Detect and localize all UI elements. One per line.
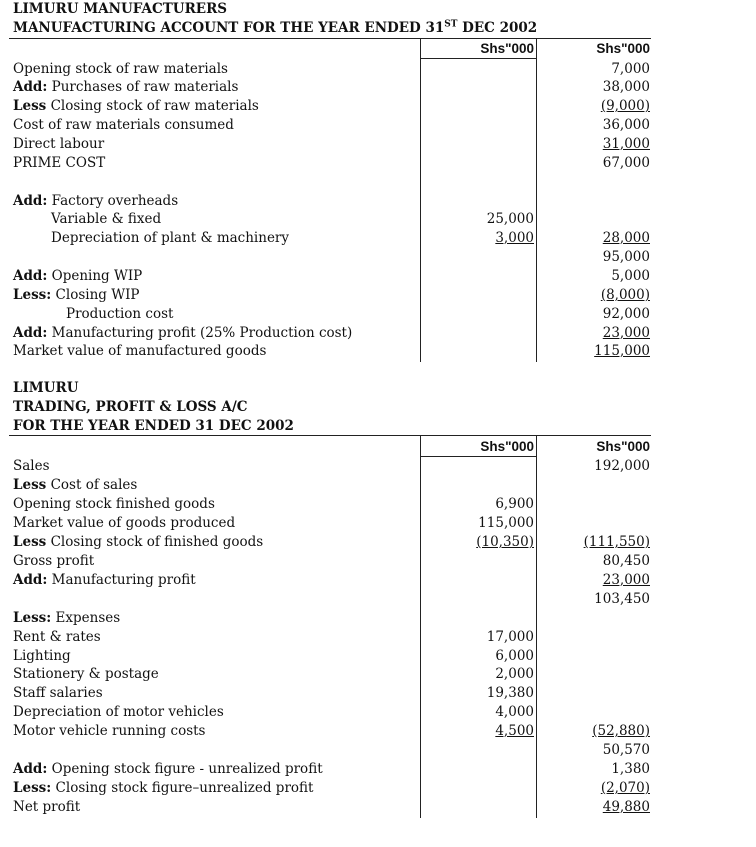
header-rule bbox=[9, 38, 651, 39]
row-label: Staff salaries bbox=[13, 685, 103, 701]
amount-cell: 38,000 bbox=[602, 79, 650, 95]
row-label: Production cost bbox=[66, 306, 174, 322]
amount-cell: 23,000 bbox=[602, 325, 650, 341]
column-divider bbox=[420, 38, 421, 362]
amount-cell: 115,000 bbox=[594, 343, 650, 359]
row-label: Opening stock of raw materials bbox=[13, 61, 228, 77]
amount-cell: 19,380 bbox=[486, 685, 534, 701]
row-label: Direct labour bbox=[13, 136, 105, 152]
row-label: Sales bbox=[13, 458, 50, 474]
amount-cell: 115,000 bbox=[478, 515, 534, 531]
amount-cell: 103,450 bbox=[594, 591, 650, 607]
amount-cell: 6,000 bbox=[495, 648, 534, 664]
amount-cell: 4,500 bbox=[495, 723, 534, 739]
amount-cell: (10,350) bbox=[476, 534, 534, 550]
row-label: Less: Closing stock figure–unrealized profit bbox=[13, 780, 314, 796]
row-label: Depreciation of motor vehicles bbox=[13, 704, 224, 720]
row-label: Less: Expenses bbox=[13, 610, 121, 626]
header-rule bbox=[9, 435, 651, 436]
row-label: Add: Manufacturing profit (25% Production cost) bbox=[13, 325, 353, 341]
amount-cell: 50,570 bbox=[602, 742, 650, 758]
column-header-rule bbox=[420, 456, 536, 457]
amount-cell: 6,900 bbox=[495, 496, 534, 512]
row-label: Add: Manufacturing profit bbox=[13, 572, 196, 588]
column-header: Shs"000 bbox=[480, 41, 534, 56]
amount-cell: (2,070) bbox=[600, 780, 650, 796]
row-label: Opening stock finished goods bbox=[13, 496, 215, 512]
row-label: Market value of goods produced bbox=[13, 515, 236, 531]
amount-cell: 49,880 bbox=[602, 799, 650, 815]
amount-cell: 17,000 bbox=[486, 629, 534, 645]
amount-cell: 7,000 bbox=[611, 61, 650, 77]
row-label: Add: Factory overheads bbox=[13, 193, 179, 209]
amount-cell: (111,550) bbox=[583, 534, 650, 550]
company-name: LIMURU MANUFACTURERS bbox=[13, 1, 228, 17]
row-label: Cost of raw materials consumed bbox=[13, 117, 234, 133]
row-label: Depreciation of plant & machinery bbox=[51, 230, 290, 246]
amount-cell: 192,000 bbox=[594, 458, 650, 474]
account-title: TRADING, PROFIT & LOSS A/C bbox=[13, 399, 248, 415]
row-label: Add: Purchases of raw materials bbox=[13, 79, 239, 95]
company-name: LIMURU bbox=[13, 380, 79, 396]
amount-cell: 2,000 bbox=[495, 666, 534, 682]
amount-cell: 95,000 bbox=[602, 249, 650, 265]
amount-cell: 28,000 bbox=[602, 230, 650, 246]
amount-cell: (8,000) bbox=[600, 287, 650, 303]
row-label: Market value of manufactured goods bbox=[13, 343, 267, 359]
amount-cell: 23,000 bbox=[602, 572, 650, 588]
column-header: Shs"000 bbox=[596, 41, 650, 56]
column-header: Shs"000 bbox=[596, 439, 650, 454]
row-label: PRIME COST bbox=[13, 155, 106, 171]
row-label: Motor vehicle running costs bbox=[13, 723, 206, 739]
amount-cell: 1,380 bbox=[611, 761, 650, 777]
column-header-rule bbox=[420, 58, 536, 59]
column-divider bbox=[420, 435, 421, 818]
amount-cell: 67,000 bbox=[602, 155, 650, 171]
amount-cell: 5,000 bbox=[611, 268, 650, 284]
amount-cell: 31,000 bbox=[602, 136, 650, 152]
amount-cell: (9,000) bbox=[600, 98, 650, 114]
row-label: Net profit bbox=[13, 799, 81, 815]
row-label: Less Cost of sales bbox=[13, 477, 138, 493]
row-label: Lighting bbox=[13, 648, 71, 664]
row-label: Gross profit bbox=[13, 553, 95, 569]
amount-cell: 4,000 bbox=[495, 704, 534, 720]
row-label: Less Closing stock of raw materials bbox=[13, 98, 259, 114]
row-label: Stationery & postage bbox=[13, 666, 159, 682]
row-label: Add: Opening stock figure - unrealized profit bbox=[13, 761, 323, 777]
row-label: Variable & fixed bbox=[51, 211, 162, 227]
row-label: Less Closing stock of finished goods bbox=[13, 534, 264, 550]
row-label: Rent & rates bbox=[13, 629, 101, 645]
account-title: MANUFACTURING ACCOUNT FOR THE YEAR ENDED 31ST DEC 2002 bbox=[13, 19, 538, 36]
amount-cell: 3,000 bbox=[495, 230, 534, 246]
row-label: Less: Closing WIP bbox=[13, 287, 140, 303]
row-label: Add: Opening WIP bbox=[13, 268, 143, 284]
amount-cell: 92,000 bbox=[602, 306, 650, 322]
amount-cell: 36,000 bbox=[602, 117, 650, 133]
account-subtitle: FOR THE YEAR ENDED 31 DEC 2002 bbox=[13, 418, 294, 434]
amount-cell: (52,880) bbox=[592, 723, 650, 739]
column-header: Shs"000 bbox=[480, 439, 534, 454]
amount-cell: 25,000 bbox=[486, 211, 534, 227]
amount-cell: 80,450 bbox=[602, 553, 650, 569]
